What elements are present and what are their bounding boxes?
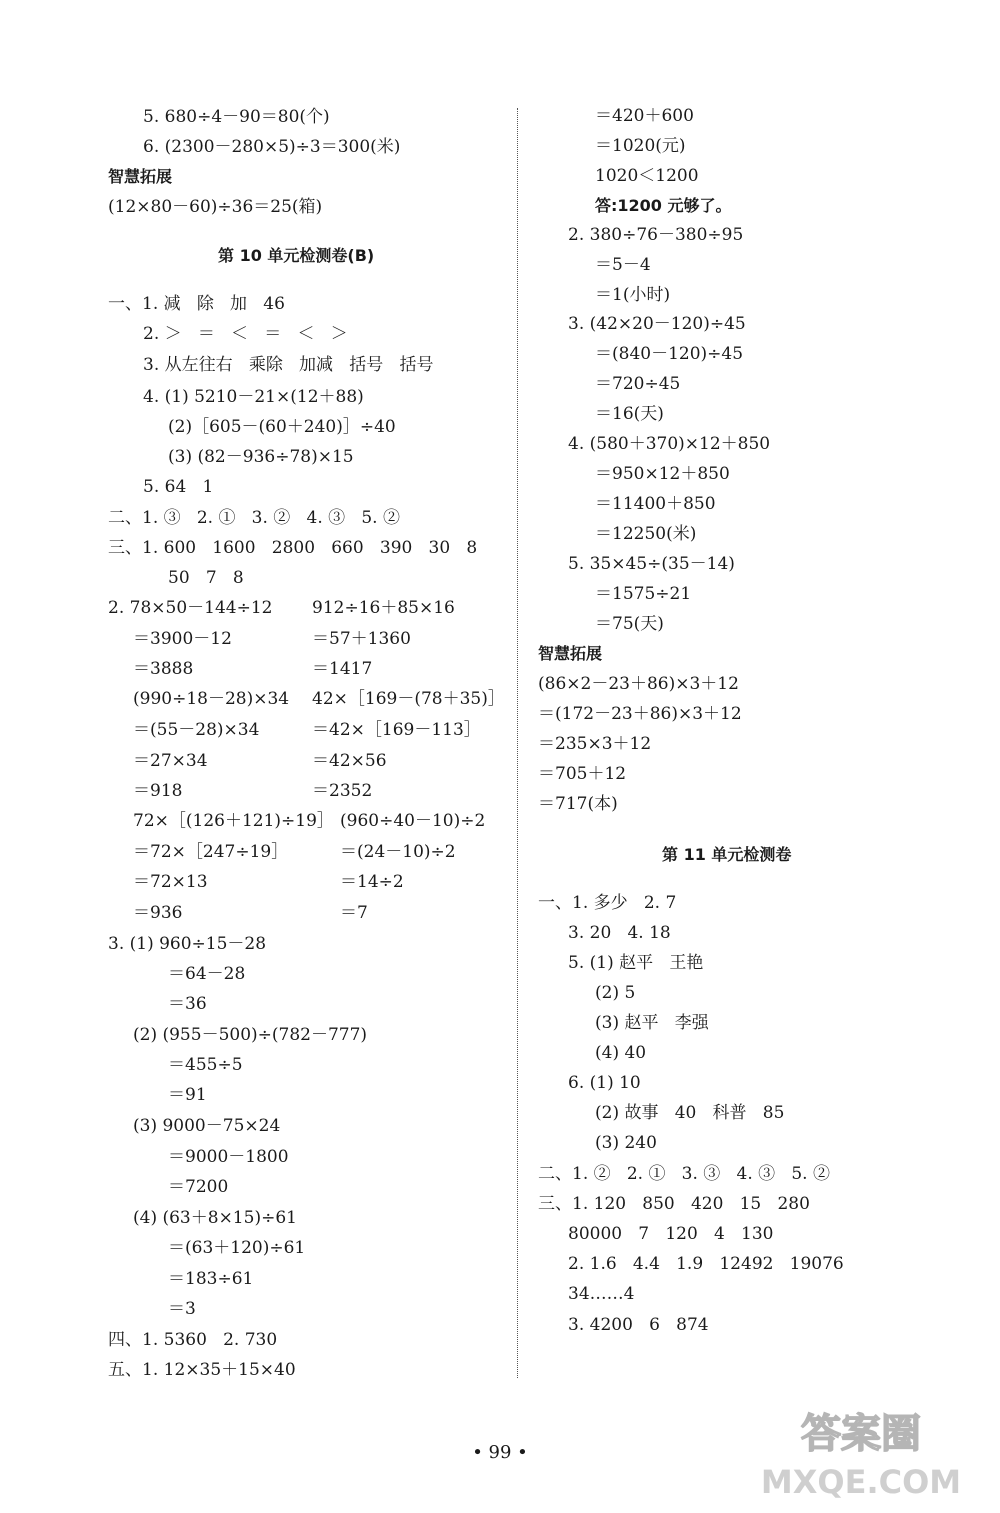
left-column-text-line: (3) 9000－75×24 [133,1116,281,1136]
right-column-text-line: ＝5－4 [595,255,651,275]
left-column-text-line: 五、1. 12×35＋15×40 [108,1360,296,1380]
left-column-text-line: ＝27×34 [133,751,208,771]
right-column-heading: 第 11 单元检测卷 [662,845,792,864]
left-column-text-line: (960÷40－10)÷2 [340,811,486,831]
left-column-heading: 第 10 单元检测卷(B) [218,246,375,265]
right-column-text-line: 6. (1) 10 [568,1073,641,1093]
right-column-text-line: 5. (1) 赵平 王艳 [568,953,704,973]
right-column-text-line: 80000 7 120 4 130 [568,1224,774,1244]
right-column-text-line: ＝717(本) [538,794,618,814]
right-column-text-line: ＝12250(米) [595,524,697,544]
left-column-text-line: ＝936 [133,903,183,923]
left-column-text-line: ＝(24－10)÷2 [340,842,456,862]
right-column-text-line: 3. 20 4. 18 [568,923,671,943]
left-column-text-line: ＝3900－12 [133,629,232,649]
left-column-text-line: ＝42×［169－113］ [312,720,481,740]
column-divider [517,108,518,1378]
left-column-text-line: ＝3888 [133,659,194,679]
right-column-heading: 答:1200 元够了。 [595,196,732,215]
right-column-text-line: ＝(840－120)÷45 [595,344,744,364]
right-column-text-line: ＝235×3＋12 [538,734,652,754]
left-column-text-line: ＝91 [168,1085,207,1105]
left-column-text-line: ＝42×56 [312,751,387,771]
left-column-text-line: ＝2352 [312,781,373,801]
right-column-text-line: ＝705＋12 [538,764,627,784]
left-column-text-line: 5. 680÷4－90＝80(个) [143,107,330,127]
right-column-text-line: ＝11400＋850 [595,494,716,514]
left-column-text-line: ＝183÷61 [168,1269,254,1289]
left-column-text-line: ＝36 [168,994,207,1014]
left-column-text-line: 2. 78×50－144÷12 [108,598,273,618]
left-column-text-line: 4. (1) 5210－21×(12＋88) [143,387,364,407]
left-column-text-line: ＝14÷2 [340,872,404,892]
right-column-text-line: 二、1. ② 2. ① 3. ③ 4. ③ 5. ② [538,1164,830,1184]
left-column-text-line: 912÷16＋85×16 [312,598,455,618]
right-column-text-line: 3. 4200 6 874 [568,1315,709,1335]
left-column-text-line: (990÷18－28)×34 [133,689,290,709]
right-column-text-line: 一、1. 多少 2. 7 [538,893,677,913]
left-column-text-line: ＝(63＋120)÷61 [168,1238,306,1258]
right-column-heading: 智慧拓展 [538,644,603,663]
right-column-text-line: (4) 40 [595,1043,647,1063]
right-column-text-line: ＝1(小时) [595,285,671,305]
right-column-text-line: (3) 240 [595,1133,657,1153]
right-column-text-line: (2) 故事 40 科普 85 [595,1103,785,1123]
left-column-text-line: 3. (1) 960÷15－28 [108,934,267,954]
left-column-text-line: 一、1. 减 除 加 46 [108,294,285,314]
left-column-text-line: ＝455÷5 [168,1055,243,1075]
left-column-text-line: 三、1. 600 1600 2800 660 390 30 8 [108,538,478,558]
left-column-text-line: 二、1. ③ 2. ① 3. ② 4. ③ 5. ② [108,508,400,528]
left-column-text-line: (2) (955－500)÷(782－777) [133,1025,368,1045]
left-column-text-line: (12×80－60)÷36＝25(箱) [108,197,323,217]
right-column-text-line: 3. (42×20－120)÷45 [568,314,746,334]
left-column-text-line: ＝72×［247÷19］ [133,842,289,862]
left-column-text-line: (2)［605－(60＋240)］÷40 [168,417,396,437]
right-column-text-line: ＝720÷45 [595,374,681,394]
right-column-text-line: ＝420＋600 [595,106,694,126]
right-column-text-line: 5. 35×45÷(35－14) [568,554,735,574]
left-column-text-line: 5. 64 1 [143,477,214,497]
left-column-text-line: ＝7200 [168,1177,229,1197]
left-column-text-line: ＝64－28 [168,964,246,984]
left-column-text-line: ＝57＋1360 [312,629,411,649]
left-column-heading: 智慧拓展 [108,167,173,186]
left-column-text-line: 3. 从左往右 乘除 加减 括号 括号 [143,355,434,375]
left-column-text-line: ＝72×13 [133,872,208,892]
left-column-text-line: (4) (63＋8×15)÷61 [133,1208,297,1228]
right-column-text-line: 34……4 [568,1284,635,1304]
watermark-line2: MXQE.COM [760,1463,962,1501]
left-column-text-line: (3) (82－936÷78)×15 [168,447,354,467]
left-column-text-line: 72×［(126＋121)÷19］ [133,811,334,831]
page-number: • 99 • [472,1442,528,1463]
right-column-text-line: 三、1. 120 850 420 15 280 [538,1194,810,1214]
right-column-text-line: ＝(172－23＋86)×3＋12 [538,704,742,724]
right-column-text-line: (86×2－23＋86)×3＋12 [538,674,739,694]
right-column-text-line: 2. 380÷76－380÷95 [568,225,744,245]
left-column-text-line: ＝3 [168,1299,196,1319]
left-column-text-line: 50 7 8 [168,568,244,588]
right-column-text-line: ＝1575÷21 [595,584,692,604]
right-column-text-line: ＝950×12＋850 [595,464,730,484]
right-column-text-line: ＝16(天) [595,404,664,424]
left-column-text-line: 6. (2300－280×5)÷3＝300(米) [143,137,401,157]
left-column-text-line: 42×［169－(78＋35)］ [312,689,505,709]
right-column-text-line: (2) 5 [595,983,636,1003]
watermark-logo [736,1395,986,1505]
left-column-text-line: ＝9000－1800 [168,1147,289,1167]
right-column-text-line: 1020＜1200 [595,166,699,186]
right-column-text-line: ＝1020(元) [595,136,686,156]
right-column-text-line: 4. (580＋370)×12＋850 [568,434,771,454]
left-column-text-line: ＝918 [133,781,183,801]
left-column-text-line: 四、1. 5360 2. 730 [108,1330,278,1350]
right-column-text-line: (3) 赵平 李强 [595,1013,709,1033]
left-column-text-line: ＝(55－28)×34 [133,720,260,740]
right-column-text-line: ＝75(天) [595,614,664,634]
right-column-text-line: 2. 1.6 4.4 1.9 12492 19076 [568,1254,844,1274]
watermark-line1: 答案圈 [801,1411,921,1457]
left-column-text-line: 2. ＞ ＝ ＜ ＝ ＜ ＞ [143,324,348,344]
left-column-text-line: ＝1417 [312,659,373,679]
left-column-text-line: ＝7 [340,903,368,923]
